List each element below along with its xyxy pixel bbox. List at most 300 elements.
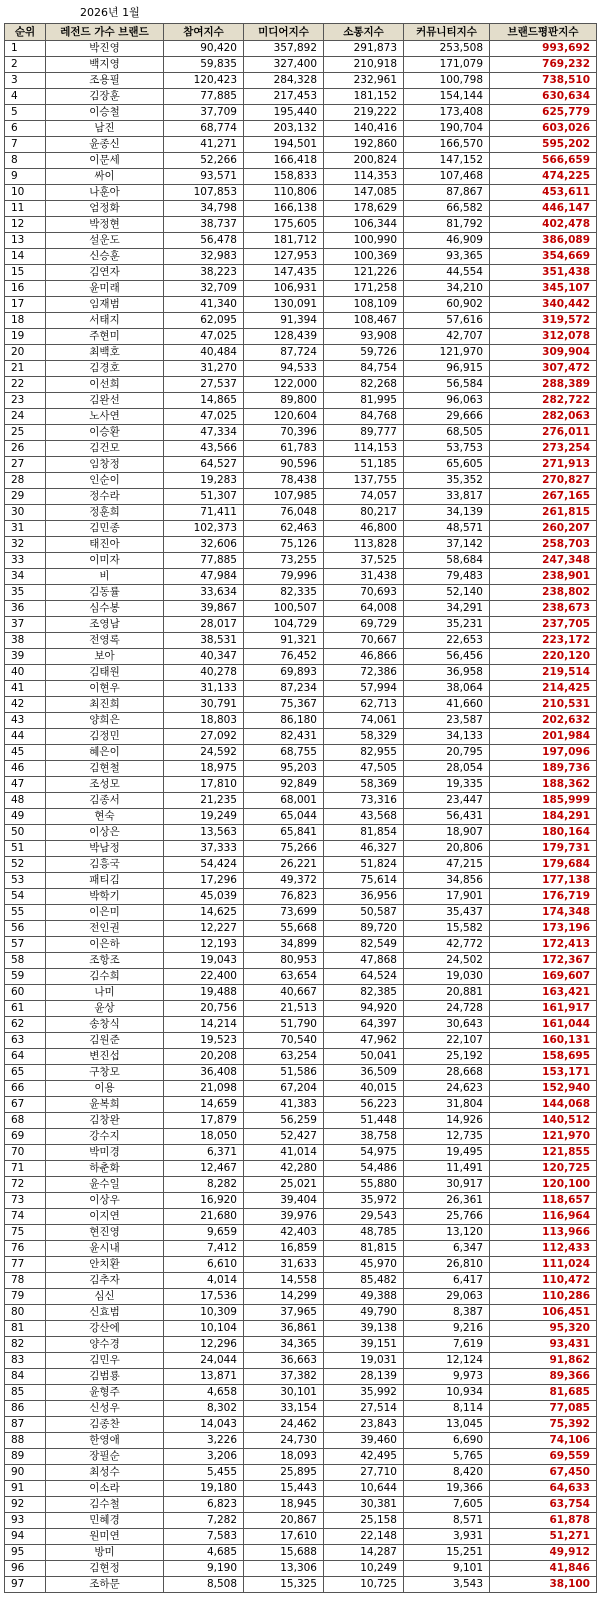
rank-cell: 81 xyxy=(5,1321,46,1337)
communication-cell: 22,148 xyxy=(324,1529,404,1545)
header-participation: 참여지수 xyxy=(164,24,244,41)
table-caption: 2026년 1월 xyxy=(80,6,140,19)
rank-cell: 4 xyxy=(5,89,46,105)
media-cell: 40,667 xyxy=(244,985,324,1001)
community-cell: 22,653 xyxy=(404,633,490,649)
rank-cell: 47 xyxy=(5,777,46,793)
rank-cell: 2 xyxy=(5,57,46,73)
brand-name-cell: 임재범 xyxy=(46,297,164,313)
media-cell: 49,372 xyxy=(244,873,324,889)
brand-name-cell: 조성모 xyxy=(46,777,164,793)
communication-cell: 81,995 xyxy=(324,393,404,409)
table-row xyxy=(5,569,597,585)
participation-cell: 41,340 xyxy=(164,297,244,313)
community-cell: 8,114 xyxy=(404,1401,490,1417)
rank-cell: 74 xyxy=(5,1209,46,1225)
communication-cell: 10,249 xyxy=(324,1561,404,1577)
media-cell: 56,259 xyxy=(244,1113,324,1129)
brand-name-cell: 김종찬 xyxy=(46,1417,164,1433)
rank-cell: 14 xyxy=(5,249,46,265)
communication-cell: 31,438 xyxy=(324,569,404,585)
media-cell: 70,540 xyxy=(244,1033,324,1049)
table-row xyxy=(5,745,597,761)
media-cell: 20,867 xyxy=(244,1513,324,1529)
rank-cell: 43 xyxy=(5,713,46,729)
media-cell: 33,154 xyxy=(244,1401,324,1417)
community-cell: 13,120 xyxy=(404,1225,490,1241)
community-cell: 53,753 xyxy=(404,441,490,457)
media-cell: 37,382 xyxy=(244,1369,324,1385)
communication-cell: 82,549 xyxy=(324,937,404,953)
participation-cell: 14,625 xyxy=(164,905,244,921)
media-cell: 100,507 xyxy=(244,601,324,617)
brand-reputation-cell: 153,171 xyxy=(490,1065,597,1081)
rank-cell: 38 xyxy=(5,633,46,649)
rank-cell: 9 xyxy=(5,169,46,185)
media-cell: 80,953 xyxy=(244,953,324,969)
table-row xyxy=(5,1193,597,1209)
communication-cell: 36,956 xyxy=(324,889,404,905)
media-cell: 41,014 xyxy=(244,1145,324,1161)
participation-cell: 7,412 xyxy=(164,1241,244,1257)
participation-cell: 107,853 xyxy=(164,185,244,201)
table-row xyxy=(5,1561,597,1577)
communication-cell: 178,629 xyxy=(324,201,404,217)
rank-cell: 86 xyxy=(5,1401,46,1417)
brand-reputation-cell: 89,366 xyxy=(490,1369,597,1385)
participation-cell: 47,025 xyxy=(164,329,244,345)
brand-reputation-cell: 158,695 xyxy=(490,1049,597,1065)
communication-cell: 108,467 xyxy=(324,313,404,329)
media-cell: 70,396 xyxy=(244,425,324,441)
table-row xyxy=(5,889,597,905)
participation-cell: 10,309 xyxy=(164,1305,244,1321)
participation-cell: 102,373 xyxy=(164,521,244,537)
brand-name-cell: 백지영 xyxy=(46,57,164,73)
communication-cell: 35,972 xyxy=(324,1193,404,1209)
rank-cell: 32 xyxy=(5,537,46,553)
communication-cell: 100,369 xyxy=(324,249,404,265)
brand-name-cell: 박미경 xyxy=(46,1145,164,1161)
brand-name-cell: 이현우 xyxy=(46,681,164,697)
media-cell: 203,132 xyxy=(244,121,324,137)
rank-cell: 49 xyxy=(5,809,46,825)
table-row xyxy=(5,249,597,265)
participation-cell: 14,214 xyxy=(164,1017,244,1033)
participation-cell: 40,347 xyxy=(164,649,244,665)
table-row xyxy=(5,1017,597,1033)
brand-reputation-cell: 176,719 xyxy=(490,889,597,905)
rank-cell: 1 xyxy=(5,41,46,57)
media-cell: 16,859 xyxy=(244,1241,324,1257)
media-cell: 175,605 xyxy=(244,217,324,233)
table-row xyxy=(5,1289,597,1305)
community-cell: 66,582 xyxy=(404,201,490,217)
table-row xyxy=(5,281,597,297)
participation-cell: 36,408 xyxy=(164,1065,244,1081)
communication-cell: 57,994 xyxy=(324,681,404,697)
table-row xyxy=(5,297,597,313)
media-cell: 91,321 xyxy=(244,633,324,649)
brand-name-cell: 최성수 xyxy=(46,1465,164,1481)
table-row xyxy=(5,1049,597,1065)
brand-reputation-cell: 197,096 xyxy=(490,745,597,761)
community-cell: 31,804 xyxy=(404,1097,490,1113)
community-cell: 9,101 xyxy=(404,1561,490,1577)
participation-cell: 30,791 xyxy=(164,697,244,713)
communication-cell: 114,153 xyxy=(324,441,404,457)
media-cell: 217,453 xyxy=(244,89,324,105)
media-cell: 128,439 xyxy=(244,329,324,345)
community-cell: 10,934 xyxy=(404,1385,490,1401)
communication-cell: 48,785 xyxy=(324,1225,404,1241)
rank-cell: 87 xyxy=(5,1417,46,1433)
media-cell: 284,328 xyxy=(244,73,324,89)
brand-name-cell: 강산에 xyxy=(46,1321,164,1337)
community-cell: 154,144 xyxy=(404,89,490,105)
participation-cell: 47,334 xyxy=(164,425,244,441)
communication-cell: 50,587 xyxy=(324,905,404,921)
rank-cell: 25 xyxy=(5,425,46,441)
brand-reputation-cell: 41,846 xyxy=(490,1561,597,1577)
rank-cell: 89 xyxy=(5,1449,46,1465)
brand-name-cell: 김경호 xyxy=(46,361,164,377)
brand-reputation-cell: 453,611 xyxy=(490,185,597,201)
media-cell: 30,101 xyxy=(244,1385,324,1401)
communication-cell: 29,543 xyxy=(324,1209,404,1225)
communication-cell: 42,495 xyxy=(324,1449,404,1465)
community-cell: 30,643 xyxy=(404,1017,490,1033)
participation-cell: 12,227 xyxy=(164,921,244,937)
brand-reputation-cell: 282,063 xyxy=(490,409,597,425)
rank-cell: 21 xyxy=(5,361,46,377)
table-row xyxy=(5,217,597,233)
rank-cell: 5 xyxy=(5,105,46,121)
table-row xyxy=(5,185,597,201)
brand-reputation-cell: 174,348 xyxy=(490,905,597,921)
rank-cell: 97 xyxy=(5,1577,46,1593)
communication-cell: 37,525 xyxy=(324,553,404,569)
table-row xyxy=(5,1417,597,1433)
rank-cell: 27 xyxy=(5,457,46,473)
brand-name-cell: 변진섭 xyxy=(46,1049,164,1065)
rank-cell: 90 xyxy=(5,1465,46,1481)
table-row xyxy=(5,681,597,697)
communication-cell: 114,353 xyxy=(324,169,404,185)
table-row xyxy=(5,153,597,169)
participation-cell: 21,235 xyxy=(164,793,244,809)
communication-cell: 27,514 xyxy=(324,1401,404,1417)
table-row xyxy=(5,1433,597,1449)
communication-cell: 51,185 xyxy=(324,457,404,473)
table-row xyxy=(5,1385,597,1401)
table-row xyxy=(5,1481,597,1497)
communication-cell: 27,710 xyxy=(324,1465,404,1481)
brand-name-cell: 조영남 xyxy=(46,617,164,633)
brand-name-cell: 정수라 xyxy=(46,489,164,505)
participation-cell: 3,206 xyxy=(164,1449,244,1465)
communication-cell: 210,918 xyxy=(324,57,404,73)
communication-cell: 82,955 xyxy=(324,745,404,761)
community-cell: 34,139 xyxy=(404,505,490,521)
communication-cell: 100,990 xyxy=(324,233,404,249)
community-cell: 25,192 xyxy=(404,1049,490,1065)
brand-reputation-cell: 625,779 xyxy=(490,105,597,121)
brand-reputation-cell: 630,634 xyxy=(490,89,597,105)
participation-cell: 17,536 xyxy=(164,1289,244,1305)
rank-cell: 28 xyxy=(5,473,46,489)
media-cell: 357,892 xyxy=(244,41,324,57)
table-row xyxy=(5,649,597,665)
rank-cell: 94 xyxy=(5,1529,46,1545)
media-cell: 55,668 xyxy=(244,921,324,937)
media-cell: 122,000 xyxy=(244,377,324,393)
brand-reputation-cell: 309,904 xyxy=(490,345,597,361)
participation-cell: 13,871 xyxy=(164,1369,244,1385)
brand-reputation-cell: 202,632 xyxy=(490,713,597,729)
communication-cell: 62,713 xyxy=(324,697,404,713)
community-cell: 14,926 xyxy=(404,1113,490,1129)
community-cell: 44,554 xyxy=(404,265,490,281)
brand-name-cell: 조항조 xyxy=(46,953,164,969)
brand-reputation-cell: 201,984 xyxy=(490,729,597,745)
participation-cell: 12,467 xyxy=(164,1161,244,1177)
table-row xyxy=(5,617,597,633)
community-cell: 41,660 xyxy=(404,697,490,713)
table-row xyxy=(5,489,597,505)
communication-cell: 28,139 xyxy=(324,1369,404,1385)
table-row xyxy=(5,857,597,873)
media-cell: 90,596 xyxy=(244,457,324,473)
communication-cell: 39,151 xyxy=(324,1337,404,1353)
community-cell: 9,973 xyxy=(404,1369,490,1385)
participation-cell: 17,810 xyxy=(164,777,244,793)
community-cell: 13,045 xyxy=(404,1417,490,1433)
media-cell: 95,203 xyxy=(244,761,324,777)
participation-cell: 4,658 xyxy=(164,1385,244,1401)
community-cell: 38,064 xyxy=(404,681,490,697)
community-cell: 19,030 xyxy=(404,969,490,985)
rank-cell: 20 xyxy=(5,345,46,361)
media-cell: 69,893 xyxy=(244,665,324,681)
brand-reputation-cell: 261,815 xyxy=(490,505,597,521)
brand-name-cell: 엄정화 xyxy=(46,201,164,217)
rank-cell: 77 xyxy=(5,1257,46,1273)
brand-name-cell: 이상우 xyxy=(46,1193,164,1209)
participation-cell: 18,803 xyxy=(164,713,244,729)
rank-cell: 67 xyxy=(5,1097,46,1113)
rank-cell: 92 xyxy=(5,1497,46,1513)
table-row xyxy=(5,1145,597,1161)
header-media: 미디어지수 xyxy=(244,24,324,41)
brand-reputation-cell: 210,531 xyxy=(490,697,597,713)
communication-cell: 40,015 xyxy=(324,1081,404,1097)
community-cell: 190,704 xyxy=(404,121,490,137)
table-row xyxy=(5,521,597,537)
community-cell: 23,447 xyxy=(404,793,490,809)
brand-name-cell: 나미 xyxy=(46,985,164,1001)
participation-cell: 8,282 xyxy=(164,1177,244,1193)
community-cell: 68,505 xyxy=(404,425,490,441)
brand-reputation-cell: 288,389 xyxy=(490,377,597,393)
community-cell: 33,817 xyxy=(404,489,490,505)
communication-cell: 84,754 xyxy=(324,361,404,377)
communication-cell: 106,344 xyxy=(324,217,404,233)
brand-name-cell: 전영록 xyxy=(46,633,164,649)
media-cell: 91,394 xyxy=(244,313,324,329)
rank-cell: 53 xyxy=(5,873,46,889)
communication-cell: 35,992 xyxy=(324,1385,404,1401)
media-cell: 15,325 xyxy=(244,1577,324,1593)
rank-cell: 55 xyxy=(5,905,46,921)
brand-reputation-cell: 595,202 xyxy=(490,137,597,153)
participation-cell: 4,685 xyxy=(164,1545,244,1561)
communication-cell: 49,790 xyxy=(324,1305,404,1321)
brand-reputation-cell: 106,451 xyxy=(490,1305,597,1321)
brand-reputation-cell: 351,438 xyxy=(490,265,597,281)
table-row xyxy=(5,41,597,57)
table-row xyxy=(5,1273,597,1289)
community-cell: 7,619 xyxy=(404,1337,490,1353)
community-cell: 56,584 xyxy=(404,377,490,393)
brand-reputation-cell: 63,754 xyxy=(490,1497,597,1513)
table-row xyxy=(5,1577,597,1593)
brand-name-cell: 이미자 xyxy=(46,553,164,569)
communication-cell: 85,482 xyxy=(324,1273,404,1289)
participation-cell: 32,709 xyxy=(164,281,244,297)
brand-reputation-cell: 67,450 xyxy=(490,1465,597,1481)
communication-cell: 54,975 xyxy=(324,1145,404,1161)
rank-cell: 18 xyxy=(5,313,46,329)
community-cell: 20,795 xyxy=(404,745,490,761)
communication-cell: 43,568 xyxy=(324,809,404,825)
brand-name-cell: 민혜경 xyxy=(46,1513,164,1529)
community-cell: 18,907 xyxy=(404,825,490,841)
communication-cell: 39,138 xyxy=(324,1321,404,1337)
community-cell: 42,707 xyxy=(404,329,490,345)
participation-cell: 5,455 xyxy=(164,1465,244,1481)
participation-cell: 28,017 xyxy=(164,617,244,633)
brand-reputation-cell: 220,120 xyxy=(490,649,597,665)
brand-reputation-cell: 91,862 xyxy=(490,1353,597,1369)
community-cell: 35,352 xyxy=(404,473,490,489)
media-cell: 63,654 xyxy=(244,969,324,985)
community-cell: 107,468 xyxy=(404,169,490,185)
communication-cell: 108,109 xyxy=(324,297,404,313)
rank-cell: 42 xyxy=(5,697,46,713)
brand-name-cell: 임창정 xyxy=(46,457,164,473)
rank-cell: 75 xyxy=(5,1225,46,1241)
communication-cell: 49,388 xyxy=(324,1289,404,1305)
communication-cell: 72,386 xyxy=(324,665,404,681)
participation-cell: 21,680 xyxy=(164,1209,244,1225)
media-cell: 110,806 xyxy=(244,185,324,201)
table-row xyxy=(5,265,597,281)
participation-cell: 31,270 xyxy=(164,361,244,377)
participation-cell: 52,266 xyxy=(164,153,244,169)
community-cell: 12,124 xyxy=(404,1353,490,1369)
brand-reputation-cell: 738,510 xyxy=(490,73,597,89)
brand-reputation-cell: 386,089 xyxy=(490,233,597,249)
rank-cell: 84 xyxy=(5,1369,46,1385)
rank-cell: 82 xyxy=(5,1337,46,1353)
participation-cell: 24,592 xyxy=(164,745,244,761)
media-cell: 75,126 xyxy=(244,537,324,553)
community-cell: 7,605 xyxy=(404,1497,490,1513)
participation-cell: 38,223 xyxy=(164,265,244,281)
rank-cell: 17 xyxy=(5,297,46,313)
media-cell: 147,435 xyxy=(244,265,324,281)
community-cell: 28,054 xyxy=(404,761,490,777)
brand-name-cell: 김창완 xyxy=(46,1113,164,1129)
media-cell: 86,180 xyxy=(244,713,324,729)
brand-name-cell: 심수봉 xyxy=(46,601,164,617)
community-cell: 24,502 xyxy=(404,953,490,969)
brand-name-cell: 현진영 xyxy=(46,1225,164,1241)
community-cell: 29,063 xyxy=(404,1289,490,1305)
brand-name-cell: 김연자 xyxy=(46,265,164,281)
communication-cell: 51,448 xyxy=(324,1113,404,1129)
brand-name-cell: 구창모 xyxy=(46,1065,164,1081)
rank-cell: 11 xyxy=(5,201,46,217)
participation-cell: 43,566 xyxy=(164,441,244,457)
table-row xyxy=(5,105,597,121)
communication-cell: 45,970 xyxy=(324,1257,404,1273)
brand-reputation-cell: 267,165 xyxy=(490,489,597,505)
table-row xyxy=(5,345,597,361)
brand-name-cell: 보아 xyxy=(46,649,164,665)
community-cell: 37,142 xyxy=(404,537,490,553)
community-cell: 35,231 xyxy=(404,617,490,633)
brand-reputation-cell: 161,917 xyxy=(490,1001,597,1017)
brand-name-cell: 김범룡 xyxy=(46,1369,164,1385)
rank-cell: 93 xyxy=(5,1513,46,1529)
participation-cell: 8,508 xyxy=(164,1577,244,1593)
media-cell: 75,266 xyxy=(244,841,324,857)
brand-reputation-cell: 185,999 xyxy=(490,793,597,809)
table-row xyxy=(5,1449,597,1465)
brand-reputation-cell: 120,100 xyxy=(490,1177,597,1193)
media-cell: 39,976 xyxy=(244,1209,324,1225)
participation-cell: 71,411 xyxy=(164,505,244,521)
brand-name-cell: 김수철 xyxy=(46,1497,164,1513)
communication-cell: 181,152 xyxy=(324,89,404,105)
communication-cell: 47,962 xyxy=(324,1033,404,1049)
brand-name-cell: 김건모 xyxy=(46,441,164,457)
communication-cell: 59,726 xyxy=(324,345,404,361)
participation-cell: 27,092 xyxy=(164,729,244,745)
brand-name-cell: 김민우 xyxy=(46,1353,164,1369)
media-cell: 73,255 xyxy=(244,553,324,569)
rank-cell: 95 xyxy=(5,1545,46,1561)
brand-reputation-cell: 118,657 xyxy=(490,1193,597,1209)
communication-cell: 291,873 xyxy=(324,41,404,57)
community-cell: 147,152 xyxy=(404,153,490,169)
media-cell: 327,400 xyxy=(244,57,324,73)
participation-cell: 10,104 xyxy=(164,1321,244,1337)
table-row xyxy=(5,537,597,553)
community-cell: 8,571 xyxy=(404,1513,490,1529)
table-row xyxy=(5,873,597,889)
table-body xyxy=(5,41,597,1593)
rank-cell: 33 xyxy=(5,553,46,569)
communication-cell: 137,755 xyxy=(324,473,404,489)
table-header-row xyxy=(5,24,597,41)
media-cell: 21,513 xyxy=(244,1001,324,1017)
community-cell: 56,431 xyxy=(404,809,490,825)
rank-cell: 34 xyxy=(5,569,46,585)
communication-cell: 64,008 xyxy=(324,601,404,617)
